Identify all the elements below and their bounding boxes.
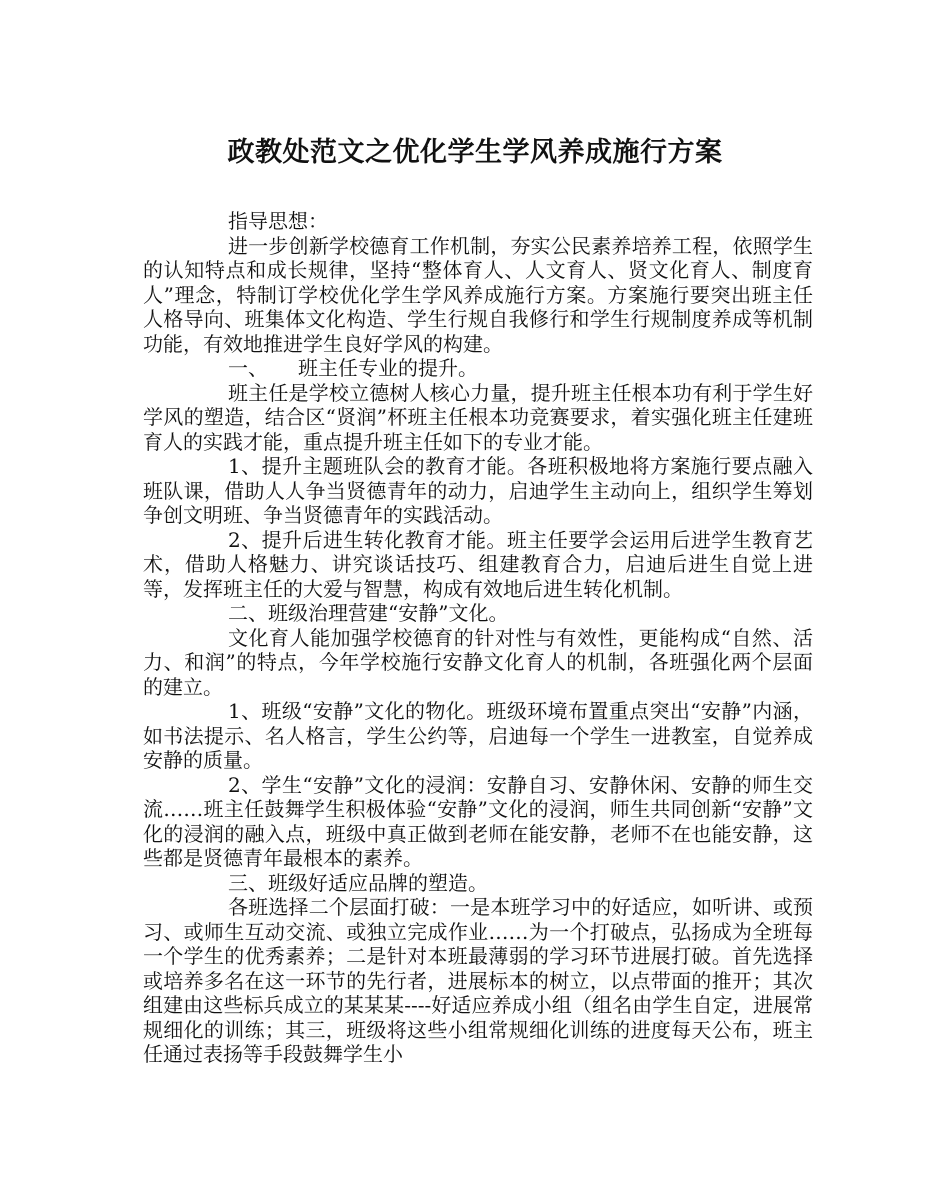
paragraph-guiding-thought-heading: 指导思想： — [228, 209, 328, 233]
paragraph-section-3: 各班选择二个层面打破：一是本班学习中的好适应，如听讲、或预习、或师生互动交流、或独立完成作业……为一个打破点，弘扬成为全班每一个学生的优秀素养；二是针对本班最薄弱的学习环节进展打破。首先选择或培养多名在这一环节的先行者，进展标本的树立，以点带面的推开；其次组建由这些标兵成立的某某某----好适应养成小组（组名由学生自定，进展常规细化的训练；其三，班级将这些小组常规细化训练的进度每天公布，班主任通过表扬等手段鼓舞学生小 — [143, 895, 813, 1066]
section-heading-1: 一、 班主任专业的提升。 — [228, 356, 478, 380]
paragraph-item-1-2: 2、提升后进生转化教育才能。班主任要学会运用后进学生教育艺术，借助人格魅力、讲究谈话技巧、组建教育合力，启迪后进生自觉上进等，发挥班主任的大爱与智慧，构成有效地后进生转化机制。 — [143, 527, 813, 601]
paragraph-item-2-1: 1、班级“安静”文化的物化。班级环境布置重点突出“安静”内涵，如书法提示、名人格言，学生公约等，启迪每一个学生一进教室，自觉养成安静的质量。 — [143, 699, 813, 772]
section-heading-3: 三、班级好适应品牌的塑造。 — [228, 870, 488, 895]
section-heading-2: 二、班级治理营建“安静”文化。 — [228, 601, 509, 625]
paragraph-item-2-2: 2、学生“安静”文化的浸润：安静自习、安静休闲、安静的师生交流……班主任鼓舞学生积极体验“安静”文化的浸润，师生共同创新“安静”文化的浸润的融入点，班级中真正做到老师在能安静，老师不在也能安静，这些都是贤德青年最根本的素养。 — [143, 772, 813, 870]
paragraph-section-2: 文化育人能加强学校德育的针对性与有效性，更能构成“自然、活力、和润”的特点，今年学校施行安静文化育人的机制，各班强化两个层面的建立。 — [143, 625, 813, 699]
paragraph-section-1: 班主任是学校立德树人核心力量，提升班主任根本功有利于学生好学风的塑造，结合区“贤润”杯班主任根本功竞赛要求，着实强化班主任建班育人的实践才能，重点提升班主任如下的专业才能。 — [143, 380, 813, 454]
document-title: 政教处范文之优化学生学风养成施行方案 — [227, 137, 723, 168]
paragraph-intro: 进一步创新学校德育工作机制，夯实公民素养培养工程，依照学生的认知特点和成长规律，坚持“整体育人、人文育人、贤文化育人、制度育人”理念，特制订学校优化学生学风养成施行方案。方案施行要突出班主任人格导向、班集体文化构造、学生行规自我修行和学生行规制度养成等机制功能，有效地推进学生良好学风的构建。 — [143, 233, 813, 356]
document-body — [143, 209, 813, 1067]
paragraph-item-1-1: 1、提升主题班队会的教育才能。各班积极地将方案施行要点融入班队课，借助人人争当贤德青年的动力，启迪学生主动向上，组织学生筹划争创文明班、争当贤德青年的实践活动。 — [143, 454, 813, 527]
